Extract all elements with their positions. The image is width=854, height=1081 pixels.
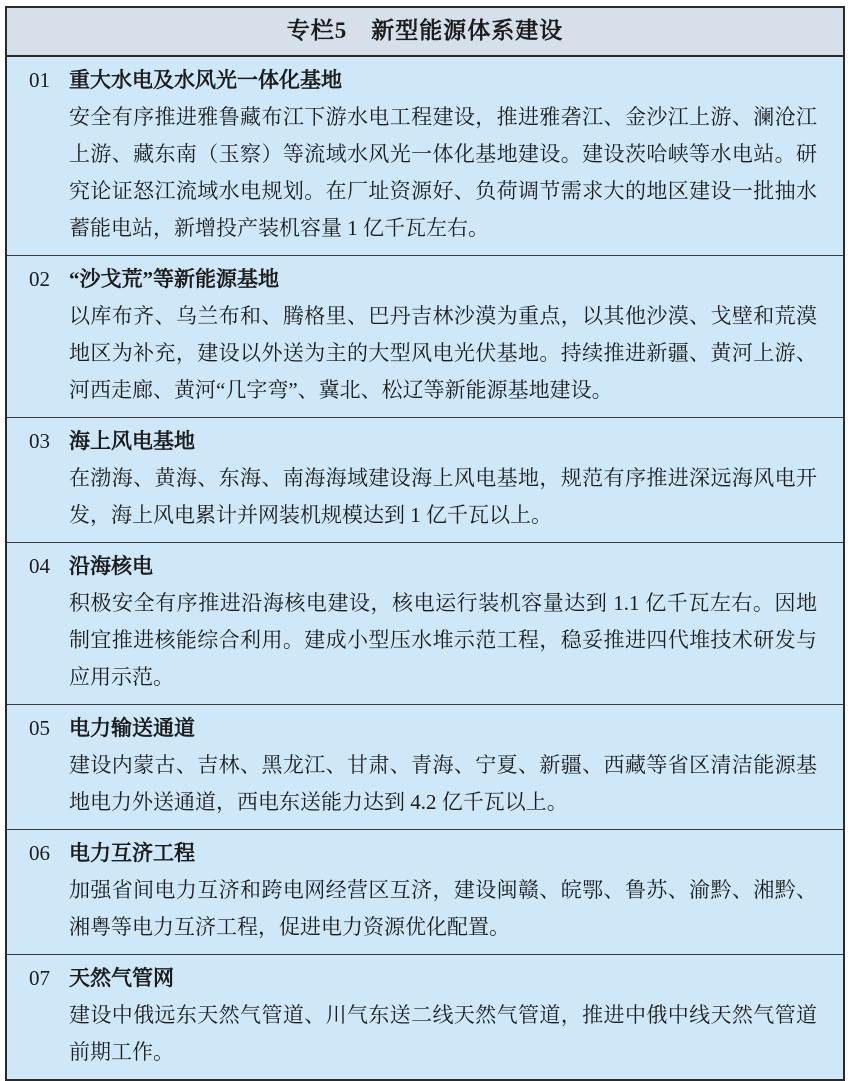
section-title: 重大水电及水风光一体化基地 [69, 68, 342, 92]
section-01-major-hydropower [7, 57, 843, 256]
section-number: 01 [29, 68, 50, 92]
section-number: 07 [29, 966, 50, 990]
section-07-natural-gas-pipeline-network [7, 955, 843, 1079]
section-title-row [29, 62, 817, 99]
section-03-offshore-wind [7, 418, 843, 543]
section-05-power-transmission-corridors [7, 705, 843, 830]
section-number: 04 [29, 554, 50, 578]
section-body: 安全有序推进雅鲁藏布江下游水电工程建设，推进雅砻江、金沙江上游、澜沧江上游、藏东南（玉察）等流域水风光一体化基地建设。建设茨哈峡等水电站。研究论证怒江流域水电规划。在厂址资源好、负荷调节需求大的地区建设一批抽水蓄能电站，新增投产装机容量 1 亿千瓦左右。 [69, 105, 817, 240]
section-title: 沿海核电 [69, 554, 153, 578]
section-title: 电力输送通道 [69, 716, 195, 740]
section-number: 05 [29, 716, 50, 740]
panel-title: 专栏5 新型能源体系建设 [7, 8, 843, 57]
section-title-row [29, 261, 817, 298]
section-title: 天然气管网 [69, 966, 174, 990]
section-04-coastal-nuclear [7, 543, 843, 705]
section-title-row [29, 710, 817, 747]
section-body: 建设中俄远东天然气管道、川气东送二线天然气管道，推进中俄中线天然气管道前期工作。 [69, 1003, 817, 1064]
column-panel [5, 6, 845, 1081]
section-body: 积极安全有序推进沿海核电建设，核电运行装机容量达到 1.1 亿千瓦左右。因地制宜推进核能综合利用。建成小型压水堆示范工程，稳妥推进四代堆技术研发与应用示范。 [69, 591, 817, 689]
section-title-row [29, 423, 817, 460]
section-number: 02 [29, 267, 50, 291]
section-body: 建设内蒙古、吉林、黑龙江、甘肃、青海、宁夏、新疆、西藏等省区清洁能源基地电力外送通道，西电东送能力达到 4.2 亿千瓦以上。 [69, 753, 817, 814]
section-body: 以库布齐、乌兰布和、腾格里、巴丹吉林沙漠为重点，以其他沙漠、戈壁和荒漠地区为补充，建设以外送为主的大型风电光伏基地。持续推进新疆、黄河上游、河西走廊、黄河“几字弯”、冀北、松辽等新能源基地建设。 [69, 304, 817, 402]
section-06-power-mutual-aid-projects [7, 830, 843, 955]
section-02-desert-new-energy-bases [7, 256, 843, 418]
section-number: 06 [29, 841, 50, 865]
section-title: 电力互济工程 [69, 841, 195, 865]
section-title: 海上风电基地 [69, 429, 195, 453]
section-title-row [29, 960, 817, 997]
section-body: 加强省间电力互济和跨电网经营区互济，建设闽赣、皖鄂、鲁苏、渝黔、湘黔、湘粤等电力互济工程，促进电力资源优化配置。 [69, 878, 817, 939]
section-title-row [29, 835, 817, 872]
section-title: “沙戈荒”等新能源基地 [69, 267, 279, 291]
section-number: 03 [29, 429, 50, 453]
section-body: 在渤海、黄海、东海、南海海域建设海上风电基地，规范有序推进深远海风电开发，海上风电累计并网装机规模达到 1 亿千瓦以上。 [69, 466, 817, 527]
section-title-row [29, 548, 817, 585]
